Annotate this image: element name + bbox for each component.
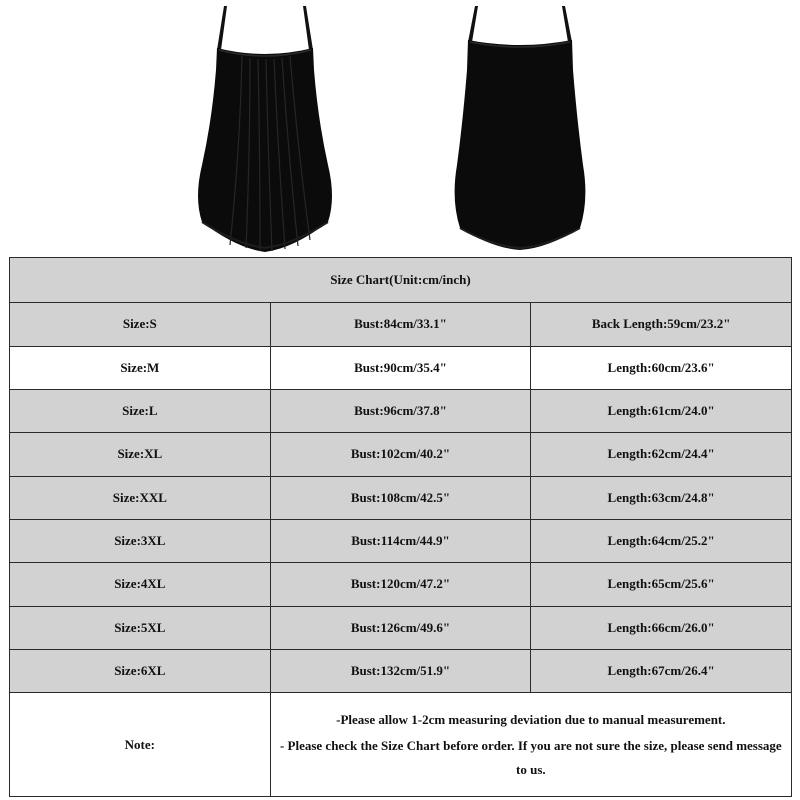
note-line: - Please check the Size Chart before order. If you are not sure the size, please send message to us.: [279, 737, 782, 777]
bust-cell: Bust:102cm/40.2": [270, 433, 531, 476]
length-cell: Length:61cm/24.0": [531, 389, 792, 432]
size-cell: Size:S: [10, 303, 271, 346]
product-images: [0, 0, 800, 254]
length-cell: Length:65cm/25.6": [531, 563, 792, 606]
length-cell: Length:63cm/24.8": [531, 476, 792, 519]
note-label: Note:: [10, 693, 271, 797]
note-text: [270, 693, 791, 797]
note-row: [10, 693, 792, 797]
size-chart-table: [9, 257, 792, 797]
length-cell: Length:66cm/26.0": [531, 606, 792, 649]
table-row: [10, 476, 792, 519]
bust-cell: Bust:84cm/33.1": [270, 303, 531, 346]
size-cell: Size:6XL: [10, 649, 271, 692]
bust-cell: Bust:96cm/37.8": [270, 389, 531, 432]
size-cell: Size:3XL: [10, 519, 271, 562]
table-row: [10, 649, 792, 692]
cami-back-image: [448, 0, 592, 254]
note-line: -Please allow 1-2cm measuring deviation due to manual measurement.: [336, 711, 726, 727]
table-row: [10, 303, 792, 346]
table-row: [10, 433, 792, 476]
bust-cell: Bust:90cm/35.4": [270, 346, 531, 389]
length-cell: Length:64cm/25.2": [531, 519, 792, 562]
size-cell: Size:4XL: [10, 563, 271, 606]
bust-cell: Bust:132cm/51.9": [270, 649, 531, 692]
bust-cell: Bust:120cm/47.2": [270, 563, 531, 606]
bust-cell: Bust:126cm/49.6": [270, 606, 531, 649]
length-cell: Length:60cm/23.6": [531, 346, 792, 389]
table-row: [10, 389, 792, 432]
table-row: [10, 606, 792, 649]
size-cell: Size:XXL: [10, 476, 271, 519]
length-cell: Length:67cm/26.4": [531, 649, 792, 692]
size-chart-title-row: [10, 258, 792, 303]
size-cell: Size:XL: [10, 433, 271, 476]
bust-cell: Bust:114cm/44.9": [270, 519, 531, 562]
length-cell: Back Length:59cm/23.2": [531, 303, 792, 346]
length-cell: Length:62cm/24.4": [531, 433, 792, 476]
table-row: [10, 519, 792, 562]
table-row: [10, 563, 792, 606]
size-cell: Size:5XL: [10, 606, 271, 649]
table-row: [10, 346, 792, 389]
bust-cell: Bust:108cm/42.5": [270, 476, 531, 519]
cami-front-image: [190, 0, 340, 254]
size-chart-title: Size Chart(Unit:cm/inch): [10, 258, 792, 303]
size-cell: Size:L: [10, 389, 271, 432]
size-cell: Size:M: [10, 346, 271, 389]
